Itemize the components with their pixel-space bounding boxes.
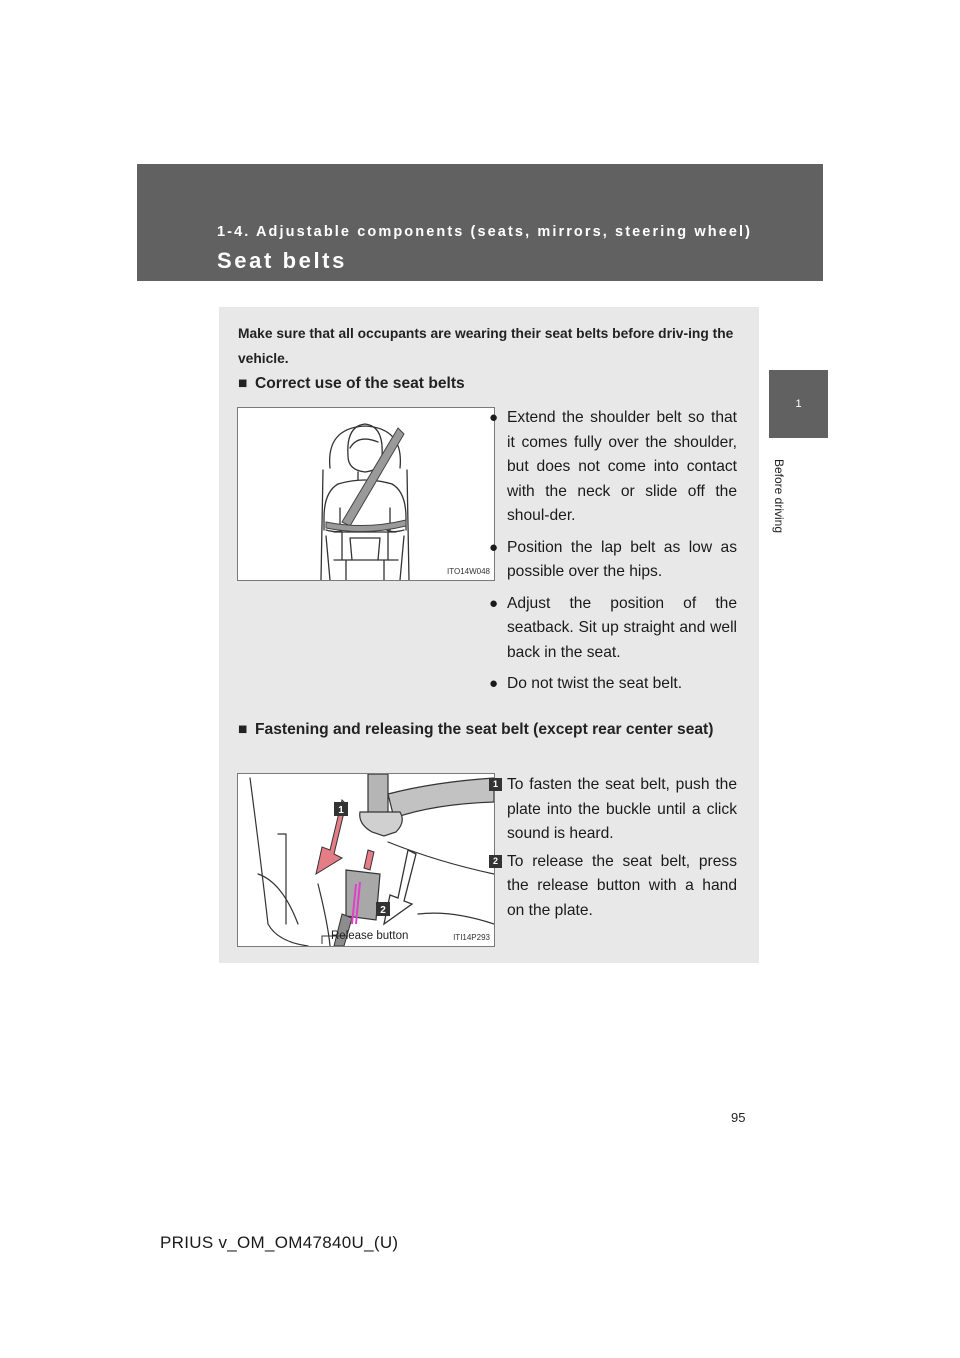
figure-badge-2: 2 xyxy=(380,905,386,916)
chapter-side-label-wrap xyxy=(768,446,790,546)
section-heading-text: Fastening and releasing the seat belt (except rear center seat) xyxy=(255,721,714,738)
list-item xyxy=(489,592,737,666)
figure-code: ITI14P293 xyxy=(453,933,490,942)
content-panel xyxy=(219,307,759,963)
square-bullet-icon: ■ xyxy=(238,721,248,738)
figure-buckle xyxy=(237,773,495,947)
figure-code: ITO14W048 xyxy=(447,567,490,576)
step-number-badge: 2 xyxy=(489,855,502,868)
list-item-text: Adjust the position of the seatback. Sit up straight and well back in the seat. xyxy=(507,594,737,661)
step-text: To release the seat belt, press the release button with a hand on the plate. xyxy=(507,852,737,919)
chapter-tab-number: 1 xyxy=(795,398,802,410)
step-list xyxy=(489,773,737,926)
section-heading-text: Correct use of the seat belts xyxy=(255,375,465,392)
list-item-text: Do not twist the seat belt. xyxy=(507,675,683,692)
step-item xyxy=(489,850,737,924)
chapter-side-label: Before driving xyxy=(772,458,786,534)
intro-text: Make sure that all occupants are wearing their seat belts before driv-ing the vehicle. xyxy=(238,326,734,366)
step-number-badge: 1 xyxy=(489,778,502,791)
bullet-icon: ● xyxy=(489,409,499,426)
list-item-text: Extend the shoulder belt so that it comes fully over the shoulder, but does not come into contact with the neck or slide off the shoul-der. xyxy=(507,409,737,524)
step-text: To fasten the seat belt, push the plate into the buckle until a click sound is heard. xyxy=(507,776,737,842)
section-heading-fastening xyxy=(238,717,744,743)
step-item xyxy=(489,773,737,847)
bullet-icon: ● xyxy=(489,675,499,692)
bullet-icon: ● xyxy=(489,538,499,556)
chapter-header xyxy=(137,164,823,281)
list-item xyxy=(489,672,737,697)
section-heading-correct-use xyxy=(238,371,465,397)
list-item xyxy=(489,406,737,529)
buckle-illustration xyxy=(238,774,494,946)
document-code: PRIUS v_OM_OM47840U_(U) xyxy=(160,1233,399,1252)
bullet-list xyxy=(489,406,737,704)
seated-occupant-illustration xyxy=(238,408,494,580)
chapter-tab xyxy=(769,370,828,438)
list-item xyxy=(489,536,737,585)
figure-seated-occupant xyxy=(237,407,495,581)
release-button-label: Release button xyxy=(331,930,409,942)
figure-badge-1: 1 xyxy=(338,805,344,816)
page-number: 95 xyxy=(731,1110,746,1125)
list-item-text: Position the lap belt as low as possible over the hips. xyxy=(507,538,737,580)
page-title: Seat belts xyxy=(217,248,347,273)
square-bullet-icon: ■ xyxy=(238,375,248,392)
bullet-icon: ● xyxy=(489,594,499,612)
section-label: 1-4. Adjustable components (seats, mirrors, steering wheel) xyxy=(217,224,753,240)
